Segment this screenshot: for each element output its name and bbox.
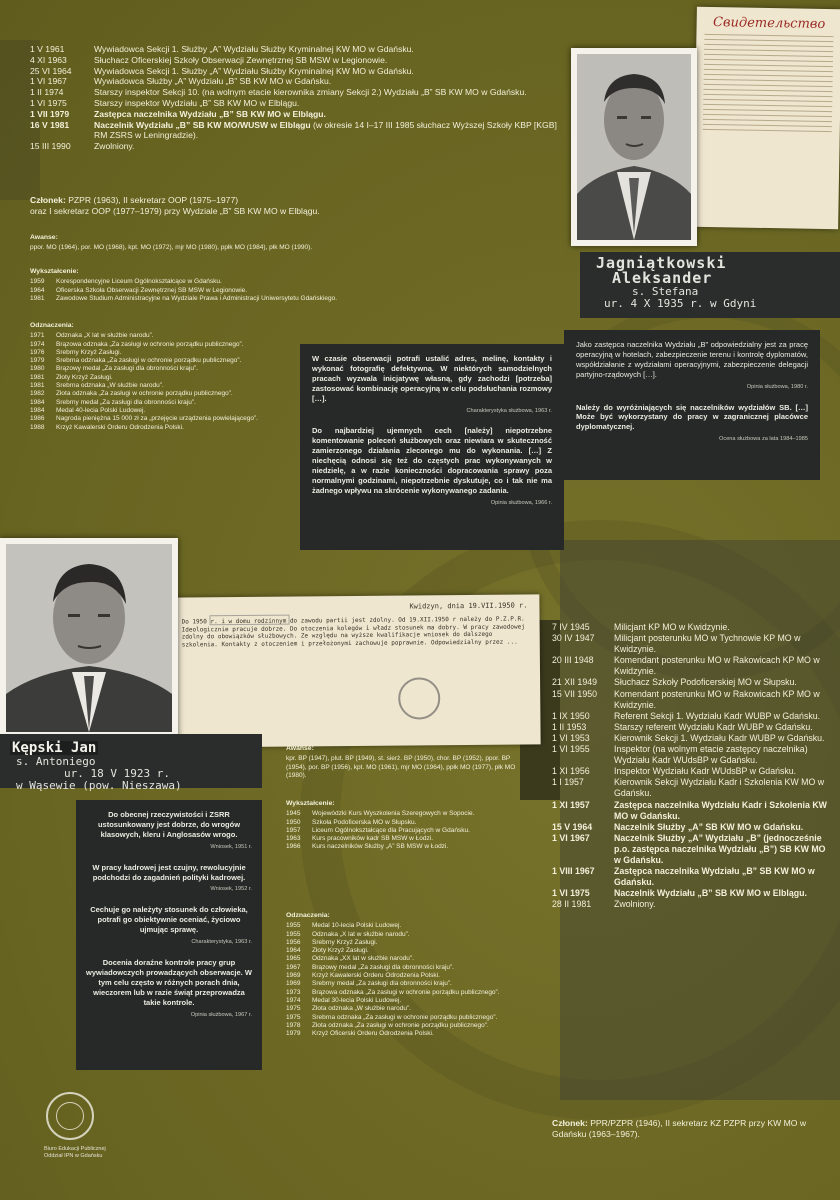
decorations-jagniatkowski (30, 322, 300, 432)
entry-year: 1976 (30, 348, 45, 356)
entry-year: 1971 (30, 332, 45, 340)
entry-text: Brązowy medal „Za zasługi dla obronności kraju”. (312, 963, 454, 971)
promotions-jagniatkowski (30, 234, 400, 253)
member-text: PPR/PZPR (1946), II sekretarz KZ PZPR przy KW MO w Gdańsku (1963–1967). (552, 1118, 807, 1139)
career-text: Milicjant KP MO w Kwidzynie. (614, 622, 730, 632)
entry-text: Srebrny Krzyż Zasługi. (56, 348, 122, 356)
decoration-item (30, 399, 300, 407)
entry-year: 1978 (286, 1021, 301, 1029)
member-text: oraz I sekretarz OOP (1977–1979) przy Wydziale „B” SB KW MO w Elblągu. (30, 205, 320, 216)
career-row (30, 66, 570, 77)
career-date: 15 III 1990 (30, 141, 71, 152)
entry-year: 1967 (286, 963, 301, 971)
entry-text: Krzyż Kawalerski Orderu Odrodzenia Polski. (56, 423, 184, 431)
entry-year: 1964 (286, 947, 301, 955)
member-label: Członek: (30, 195, 66, 205)
quote-source: Opinia służbowa, 1966 r. (490, 499, 552, 506)
quote-text: Do najbardziej ujemnych cech [należy] niepotrzebne komentowanie poleceń służbowych oraz niewiara w skuteczność zamierzonego działania zleconego mu do wykonania. […] Z niechęcią odnosi się też do częstych prac wykonywanych w niedzielę, a w razie konieczności dopracowania sprawy poza normalnymi godzinami, niepotrzebnie dyskutuje, co i tak nie ma żadnego wpływu na skrócenie wykonywanego zadania. (312, 426, 552, 495)
decoration-item (286, 980, 536, 988)
entry-text: Odznaka „XX lat w służbie narodu”. (312, 955, 414, 963)
career-date: 1 VI 1953 (552, 732, 590, 743)
career-row (552, 833, 832, 866)
decorations-kepski (286, 912, 536, 1038)
entry-text: Złota odznaka „W służbie narodu”. (312, 1005, 411, 1013)
entry-year: 1974 (30, 340, 45, 348)
parent-name: s. Stefana (632, 285, 699, 298)
career-list-jagniatkowski (30, 44, 570, 152)
entry-year: 1950 (286, 818, 301, 826)
quote-source: Wniosek, 1951 r. (210, 843, 252, 850)
career-row (30, 44, 570, 55)
membership-jagniatkowski (30, 195, 410, 216)
quote-text: Docenia doraźne kontrole pracy grup wywiadowczych prowadzących obserwacje. W tym celu często w różnych porach dnia, wieczorem lub w razie świąt przeprowadza takie kontrole. (86, 957, 252, 1007)
career-row (30, 76, 570, 87)
career-text: Starszy inspektor Sekcji 10. (na wolnym etacie kierownika zmiany Sekcji 2.) Wydziału „B” SB KW MO w Gdańsku. (94, 87, 527, 98)
career-note: (w okresie 14 I–17 III 1985 słuchacz Wyższej Szkoły KBP [KGB] RM ZSRS w Leningradzie). (94, 119, 557, 141)
career-text: Wywiadowca Sekcji 1. Służby „A” Wydziału Służby Kryminalnej KW MO w Gdańsku. (94, 65, 414, 76)
entry-text: Odznaka „X lat w służbie narodu”. (312, 930, 410, 938)
entry-text: Złoty Krzyż Zasługi. (312, 947, 369, 955)
career-date: 1 VIII 1967 (552, 866, 595, 877)
member-text: PZPR (1963), II sekretarz OOP (1975–1977) (65, 195, 239, 205)
education-item (30, 295, 480, 303)
career-text: Słuchacz Oficerskiej Szkoły Obserwacji Zewnętrznej SB MSW w Legionowie. (94, 54, 388, 65)
education-heading: Wykształcenie: (30, 268, 79, 275)
decoration-item (286, 931, 536, 939)
career-text: Komendant posterunku MO w Rakowicach KP MO w Kwidzynie. (614, 688, 820, 710)
career-text: Inspektor (na wolnym etacie zastępcy naczelnika) Wydziału Kadr WUdsBP w Gdańsku. (614, 744, 808, 766)
quote-source: Charakterystyka służbowa, 1963 r. (466, 407, 552, 414)
career-row (552, 689, 832, 711)
entry-text: Kurs pracowników kadr SB MSW w Łodzi. (312, 835, 434, 843)
career-text: Referent Sekcji 1. Wydziału Kadr WUBP w Gdańsku. (614, 710, 821, 721)
career-text: Starszy inspektor Wydziału „B” SB KW MO w Elblągu. (94, 97, 300, 108)
career-date: 1 I 1957 (552, 777, 584, 788)
entry-year: 1975 (286, 1005, 301, 1013)
career-date: 28 II 1981 (552, 899, 592, 910)
entry-text: Krzyż Oficerski Orderu Odrodzenia Polski. (312, 1030, 434, 1038)
portrait-photo-jagniatkowski (571, 48, 697, 246)
career-text: Naczelnik Służby „A” Wydziału „B” (jednocześnie p.o. zastępca naczelnika Wydziału „B”) SB KW MO w Gdańsku. (614, 832, 826, 865)
career-text: Milicjant posterunku MO w Tychnowie KP MO w Kwidzynie. (614, 633, 801, 655)
career-row (552, 822, 832, 833)
career-date: 7 IV 1945 (552, 622, 590, 632)
career-text: Słuchacz Szkoły Podoficerskiej MO w Słupsku. (614, 677, 797, 688)
first-name: Aleksander (612, 269, 713, 287)
decoration-item (30, 407, 300, 415)
entry-text: Medal 40-lecia Polski Ludowej. (56, 406, 146, 414)
portrait-photo-kepski (0, 538, 178, 738)
entry-text: Srebrny Krzyż Zasługi. (312, 938, 378, 946)
career-row (552, 777, 832, 799)
quotes-box-left (300, 344, 564, 550)
entry-text: Kurs naczelników Służby „A” SB MSW w Łodzi. (312, 843, 449, 851)
career-row (552, 733, 832, 744)
career-row (30, 120, 570, 142)
career-date: 30 IV 1947 (552, 633, 595, 644)
promotions-heading: Awanse: (30, 234, 58, 241)
document-text: Do 1950 r. i w domu rodzinnym do zawodu partii jest zdolny. Od 19.XII.1950 r należy do P.Z.P.R. Ideologicznie pracuje dobrze. Do otoczenia kolegów i władz stosunek ma dobry. W pracy zawodowej zdolny do obowiązków służbowych. Ze względu na wyższe kwalifikacje wniosek do dalszego szkolenia. Kontakty z otoczeniem i przełożonymi zachowuje poprawnie. Odpowiedzialny przez ... (181, 615, 525, 649)
entry-text: Brązowy medal „Za zasługi dla obronności kraju”. (56, 365, 198, 373)
career-row (552, 866, 832, 888)
career-date: 1 II 1974 (30, 87, 64, 98)
entry-text: Medal 30-lecia Polski Ludowej. (312, 996, 402, 1004)
stamp-icon (398, 677, 440, 719)
decoration-item (30, 349, 300, 357)
entry-year: 1986 (30, 415, 45, 423)
birth-info: ur. 4 X 1935 r. w Gdyni (604, 297, 757, 310)
quote-text: W pracy kadrowej jest czujny, rewolucyjnie podchodzi do zagadnień polityki kadrowej. (92, 862, 246, 882)
promotions-text: kpr. BP (1947), plut. BP (1949), st. sierż. BP (1950), chor. BP (1952), ppor. BP (1954), por. BP (1956), kpt. MO (1961), mjr MO (1964), ppłk MO (1977), płk MO (1980). (286, 755, 516, 779)
entry-year: 1955 (286, 930, 301, 938)
career-text: Kierownik Sekcji Wydziału Kadr i Szkolenia KW MO w Gdańsku. (614, 777, 825, 799)
career-row (30, 98, 570, 109)
career-text: Zwolniony. (94, 141, 135, 152)
name-card-jagniatkowski (580, 252, 840, 318)
quote-text: Cechuje go należyty stosunek do człowieka, potrafi go obiektywnie oceniać, życiowo ujmując sprawę. (90, 905, 248, 935)
quote-source: Wniosek, 1952 r. (210, 886, 252, 893)
career-text: Naczelnik Wydziału „B” SB KW MO/WUSW w Elblągu (w okresie 14 I–17 III 1985 słuchacz Wyższej Szkoły KBP [KGB] RM ZSRS w Leningradzie). (94, 119, 557, 141)
career-date: 1 IX 1950 (552, 710, 590, 721)
career-row (552, 722, 832, 733)
career-row (552, 633, 832, 655)
decoration-item (286, 939, 536, 947)
career-row (552, 899, 832, 910)
entry-text: Złota odznaka „Za zasługi w ochronie porządku publicznego”. (56, 390, 233, 398)
entry-year: 1981 (30, 382, 45, 390)
career-row (30, 141, 570, 152)
decoration-item (30, 332, 300, 340)
education-item (286, 835, 546, 843)
education-item (286, 843, 546, 851)
entry-year: 1956 (286, 938, 301, 946)
education-item (286, 819, 546, 827)
membership-kepski (552, 1118, 832, 1139)
decoration-item (30, 382, 300, 390)
decoration-item (286, 1014, 536, 1022)
parent-name: s. Antoniego (16, 755, 96, 768)
career-row (30, 87, 570, 98)
promotions-kepski (286, 745, 516, 780)
entry-year: 1980 (30, 365, 45, 373)
archival-document (169, 594, 540, 747)
career-text: Zastępca naczelnika Wydziału „B” SB KW MO w Elblągu. (94, 108, 326, 119)
career-date: 1 XI 1957 (552, 799, 590, 810)
entry-year: 1979 (30, 357, 45, 365)
education-jagniatkowski (30, 268, 480, 303)
career-row (552, 744, 832, 766)
entry-text: Srebrna odznaka „W służbie narodu”. (56, 382, 164, 390)
entry-text: Krzyż Kawalerski Orderu Odrodzenia Polski. (312, 972, 440, 980)
career-row (30, 55, 570, 66)
quote-source: Opinia służbowa, 1980 r. (746, 383, 808, 390)
entry-year: 1974 (286, 996, 301, 1004)
entry-year: 1959 (30, 278, 45, 286)
quote-text: W czasie obserwacji potrafi ustalić adres, melinę, kontakty i wykonać fotografię defektywną. W niektórych samodzielnych pracach wyzwala inicjatywę własną, gdy zachodzi [potrzeba] zastosować kombinację operacyjną w celu podsłuchania rozmowy […]. (312, 354, 552, 403)
entry-year: 1988 (30, 423, 45, 431)
entry-text: Srebrna odznaka „Za zasługi w ochronie porządku publicznego”. (56, 357, 242, 365)
quotes-box-right (564, 330, 820, 480)
entry-text: Złota odznaka „Za zasługi w ochronie porządku publicznego”. (312, 1021, 489, 1029)
career-row (552, 800, 832, 822)
decoration-item (286, 972, 536, 980)
entry-text: Odznaka „X lat w służbie narodu”. (56, 332, 154, 340)
promotions-heading: Awanse: (286, 745, 314, 752)
decoration-item (30, 424, 300, 432)
entry-text: Zawodowe Studium Administracyjne na Wydziale Prawa i Administracji Uniwersytetu Gdańskiego. (56, 294, 338, 302)
entry-year: 1966 (286, 843, 301, 851)
career-date: 4 XI 1963 (30, 54, 67, 65)
stamp-icon (210, 615, 290, 626)
career-text: Kierownik Sekcji 1. Wydziału Kadr WUBP w Gdańsku. (614, 732, 825, 743)
education-item (30, 278, 480, 286)
name-card-kepski (0, 734, 262, 792)
education-item (286, 827, 546, 835)
decorations-heading: Odznaczenia: (286, 912, 330, 919)
career-date: 15 VII 1950 (552, 688, 597, 699)
career-row (552, 655, 832, 677)
career-date: 1 V 1961 (30, 44, 65, 54)
quote-text: Należy do wyróżniających się naczelników wydziałów SB. […] Może być wykorzystany do pracy w zagranicznej placówce dyplomatycznej. (576, 402, 808, 432)
entry-year: 1945 (286, 810, 301, 818)
education-item (286, 810, 546, 818)
decoration-item (30, 365, 300, 373)
career-text: Inspektor Wydziału Kadr WUdsBP w Gdańsku. (614, 766, 797, 777)
certificate-title: Свидетельство (712, 15, 826, 32)
career-text: Zastępca naczelnika Wydziału „B” SB KW MO w Gdańsku. (614, 866, 815, 888)
entry-text: Szkoła Podoficerska MO w Słupsku. (312, 818, 417, 826)
birth-place: w Wąsewie (pow. Nieszawa) (16, 779, 182, 792)
entry-year: 1969 (286, 980, 301, 988)
entry-year: 1969 (286, 972, 301, 980)
career-date: 1 VI 1955 (552, 744, 590, 755)
entry-year: 1963 (286, 835, 301, 843)
entry-year: 1984 (30, 398, 45, 406)
decoration-item (286, 947, 536, 955)
quote-text: Jako zastępca naczelnika Wydziału „B” odpowiedzialny jest za pracę operacyjną w hotelach, zabezpieczenie terenu i kontrolę dyplomatów, współdziałanie z wydziałami operacyjnymi, zabezpieczenie delegacji partyjno-rządowych […]. (576, 340, 808, 379)
quote-source: Opinia służbowa, 1967 r. (190, 1011, 252, 1018)
document-header: Kwidzyn, dnia 19.VII.1950 r. (409, 601, 528, 611)
decoration-item (286, 964, 536, 972)
entry-text: Nagroda pieniężna 15 000 zł za „przejęcie urządzenia powielającego”. (56, 415, 258, 423)
career-text: Starszy referent Wydziału Kadr WUBP w Gdańsku. (614, 721, 813, 732)
career-date: 15 V 1964 (552, 821, 593, 832)
quote-source: Charakterystyka, 1963 r. (191, 939, 252, 946)
decoration-item (286, 1005, 536, 1013)
career-row (552, 711, 832, 722)
decoration-item (30, 415, 300, 423)
full-name: Kępski Jan (12, 740, 97, 756)
career-date: 20 III 1948 (552, 655, 594, 666)
career-text: Wywiadowca Sekcji 1. Służby „A” Wydziału Służby Kryminalnej KW MO w Gdańsku. (94, 44, 414, 54)
career-row (552, 622, 832, 633)
career-text: Wywiadowca Służby „A” Wydziału „B” SB KW MO w Gdańsku. (94, 76, 332, 87)
career-date: 1 VII 1979 (30, 108, 70, 119)
entry-year: 1957 (286, 826, 301, 834)
decoration-item (286, 1030, 536, 1038)
career-date: 16 V 1981 (30, 119, 70, 130)
career-row (552, 888, 832, 899)
entry-text: Medal 10-lecia Polski Ludowej. (312, 922, 402, 930)
decorations-heading: Odznaczenia: (30, 322, 74, 329)
surname: Jagniątkowski (596, 254, 727, 272)
decoration-item (286, 922, 536, 930)
entry-text: Brązowa odznaka „Za zasługi w ochronie porządku publicznego”. (312, 988, 500, 996)
decoration-item (286, 955, 536, 963)
career-date: 1 II 1953 (552, 721, 587, 732)
entry-text: Korespondencyjne Liceum Ogólnokształcące w Gdańsku. (56, 278, 222, 286)
footer-institution (44, 1146, 124, 1160)
career-date: 1 VI 1967 (552, 832, 590, 843)
entry-year: 1955 (286, 922, 301, 930)
quotes-box-kepski (76, 800, 262, 1070)
entry-text: Wojewódzki Kurs Wyszkolenia Szeregowych w Sopocie. (312, 810, 475, 818)
career-date: 1 VI 1975 (30, 97, 67, 108)
entry-year: 1984 (30, 406, 45, 414)
career-row (30, 109, 570, 120)
entry-year: 1965 (286, 955, 301, 963)
career-date: 25 VI 1964 (30, 65, 72, 76)
education-kepski (286, 800, 546, 852)
education-item (30, 287, 480, 295)
entry-year: 1981 (30, 294, 45, 302)
entry-year: 1964 (30, 286, 45, 294)
decoration-item (286, 997, 536, 1005)
career-text: Komendant posterunku MO w Rakowicach KP MO w Kwidzynie. (614, 655, 820, 677)
ipn-emblem-icon (46, 1092, 94, 1140)
decoration-item (30, 357, 300, 365)
birth-info: ur. 18 V 1923 r. (64, 767, 170, 780)
entry-year: 1981 (30, 373, 45, 381)
career-list-kepski (552, 622, 832, 910)
career-text: Naczelnik Służby „A” SB KW MO w Gdańsku. (614, 821, 804, 832)
footer-line: Biuro Edukacji Publicznej (44, 1146, 106, 1152)
decoration-item (30, 374, 300, 382)
entry-text: Złoty Krzyż Zasługi. (56, 373, 113, 381)
decoration-item (30, 390, 300, 398)
career-text: Zwolniony. (614, 899, 656, 910)
career-date: 1 XI 1956 (552, 766, 590, 777)
entry-text: Srebrna odznaka „Za zasługi w ochronie porządku publicznego”. (312, 1013, 498, 1021)
decoration-item (30, 341, 300, 349)
entry-text: Brązowa odznaka „Za zasługi w ochronie porządku publicznego”. (56, 340, 244, 348)
career-date: 1 VI 1975 (552, 888, 590, 899)
entry-year: 1973 (286, 988, 301, 996)
decoration-item (286, 1022, 536, 1030)
certificate-document (693, 7, 840, 229)
footer-line: Oddział IPN w Gdańsku (44, 1153, 103, 1159)
career-row (552, 677, 832, 688)
quote-text: Do obecnej rzeczywistości i ZSRR ustosunkowany jest dobrze, do wrogów klasowych, kleru i Anglosasów wrogo. (97, 810, 241, 839)
promotions-text: ppor. MO (1964), por. MO (1968), kpt. MO (1972), mjr MO (1980), ppłk MO (1984), płk MO (1990). (30, 244, 313, 252)
quote-source: Ocena służbowa za lata 1984–1985 (719, 436, 808, 443)
entry-text: Srebrny medal „Za zasługi dla obronności kraju”. (312, 980, 452, 988)
entry-year: 1975 (286, 1013, 301, 1021)
education-heading: Wykształcenie: (286, 800, 335, 807)
entry-text: Oficerska Szkoła Obserwacji Zewnętrznej SB MSW w Legionowie. (56, 286, 248, 294)
career-row (552, 766, 832, 777)
entry-text: Srebrny medal „Za zasługi dla obronności kraju”. (56, 398, 196, 406)
career-text: Zastępca naczelnika Wydziału Kadr i Szkolenia KW MO w Gdańsku. (614, 799, 827, 821)
entry-year: 1982 (30, 390, 45, 398)
entry-year: 1979 (286, 1030, 301, 1038)
career-text: Naczelnik Wydziału „B” SB KW MO w Elblągu. (614, 888, 807, 899)
career-date: 21 XII 1949 (552, 677, 597, 688)
decoration-item (286, 989, 536, 997)
member-label: Członek: (552, 1118, 588, 1128)
career-date: 1 VI 1967 (30, 76, 67, 87)
entry-text: Liceum Ogólnokształcące dla Pracujących w Gdańsku. (312, 826, 470, 834)
